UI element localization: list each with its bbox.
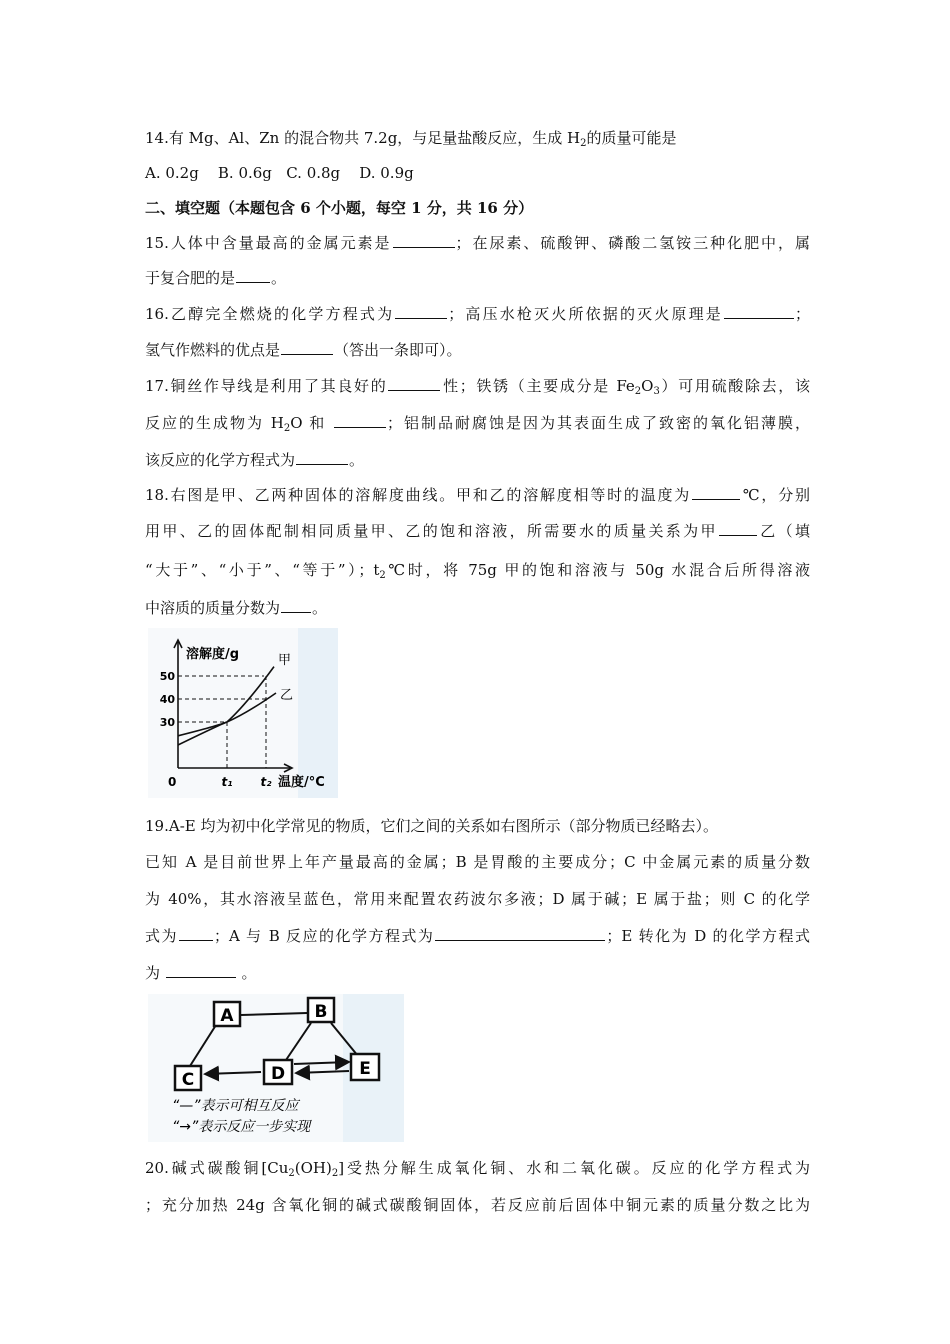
q18-blank-1 xyxy=(692,485,740,500)
q19-line5: 为 。 xyxy=(145,964,257,982)
y-axis-label: 溶解度/g xyxy=(186,647,240,662)
q19-blank-2 xyxy=(435,926,605,941)
node-c xyxy=(175,1066,201,1090)
q19-line2: 已知 A 是目前世界上年产量最高的金属；B 是胃酸的主要成分；C 中金属元素的质量分数 xyxy=(145,853,810,871)
origin-label: 0 xyxy=(168,775,177,789)
node-e-label: E xyxy=(359,1059,371,1079)
q17-line2: 反应的生成物为 $H_2O$ 和 ；铝制品耐腐蚀是因为其表面生成了致密的氧化铝薄膜， xyxy=(145,414,810,434)
relationship-diagram xyxy=(148,994,404,1142)
series-jia-label: 甲 xyxy=(278,653,292,668)
node-b-label: B xyxy=(314,1002,328,1022)
q18-blank-3 xyxy=(281,598,311,613)
q18-blank-2 xyxy=(719,521,757,536)
solubility-chart xyxy=(148,628,338,798)
q19-line4: 式为 ；A 与 B 反应的化学方程式为 ；E 转化为 D 的化学方程式 xyxy=(145,927,810,945)
q18-line3: “大于”、“小于”、“等于”）；$t_2℃$时，将 75g 甲的饱和溶液与 50g 水混合后所得溶液 xyxy=(145,561,811,581)
node-a xyxy=(214,1002,240,1026)
q19-blank-1 xyxy=(179,926,213,941)
section-title: 二、填空题（本题包含 6 个小题，每空 1 分，共 16 分） xyxy=(145,199,534,217)
series-yi-label: 乙 xyxy=(280,688,294,703)
legend-line-2: “→”表示反应一步实现 xyxy=(172,1119,311,1135)
q17-line3: 该反应的化学方程式为 。 xyxy=(145,451,365,469)
chart-scan-shade xyxy=(298,628,338,798)
q17-blank-2 xyxy=(334,413,386,428)
q18-line2: 用甲、乙的固体配制相同质量甲、乙的饱和溶液，所需要水的质量关系为甲 乙（填 xyxy=(145,522,810,540)
node-d xyxy=(264,1060,292,1084)
q16-line2: 氢气作燃料的优点是 （答出一条即可）。 xyxy=(145,341,462,359)
q16-blank-2 xyxy=(724,304,794,319)
q19-blank-3 xyxy=(166,963,236,978)
q14-stem: 14.有 Mg、Al、Zn 的混合物共 7.2g，与足量盐酸反应，生成 $H_2$的质量可能是 xyxy=(145,129,677,149)
q18-line4: 中溶质的质量分数为 。 xyxy=(145,599,328,617)
q16-blank-3 xyxy=(281,340,333,355)
q15-blank-2 xyxy=(236,268,270,283)
q20-line1: 20.碱式碳酸铜$[Cu_2(OH)_2]$受热分解生成氧化铜、水和二氧化碳。反应的化学方程式为 xyxy=(145,1159,810,1179)
node-c-label: C xyxy=(181,1070,195,1090)
q16-line1: 16.乙醇完全燃烧的化学方程式为 ；高压水枪灭火所依据的灭火原理是 ； xyxy=(145,305,810,323)
q17-blank-1 xyxy=(388,376,440,391)
q16-blank-1 xyxy=(395,304,447,319)
node-b xyxy=(308,998,334,1022)
y-tick-label: 30 xyxy=(159,716,175,729)
q19-line3: 为 40%，其水溶液呈蓝色，常用来配置农药波尔多液；D 属于碱；E 属于盐；则 C 的化学 xyxy=(145,890,810,908)
q15-line1: 15.人体中含量最高的金属元素是 ；在尿素、硫酸钾、磷酸二氢铵三种化肥中，属 xyxy=(145,234,810,252)
legend-line-1: “—”表示可相互反应 xyxy=(172,1098,299,1114)
q14-options: A. 0.2g B. 0.6g C. 0.8g D. 0.9g xyxy=(145,164,414,182)
x-axis-label: 温度/°C xyxy=(278,775,325,790)
node-d-label: D xyxy=(270,1064,286,1084)
q15-blank-1 xyxy=(393,233,455,248)
node-e xyxy=(351,1054,379,1080)
y-tick-label: 40 xyxy=(159,693,175,706)
q15-line2: 于复合肥的是 。 xyxy=(145,269,287,287)
q17-blank-3 xyxy=(296,450,348,465)
q17-line1: 17.铜丝作导线是利用了其良好的 性；铁锈（主要成分是 $Fe_2O_3$）可用硫酸除去，该 xyxy=(145,377,810,397)
q20-line2: ；充分加热 24g 含氧化铜的碱式碳酸铜固体，若反应前后固体中铜元素的质量分数之比为 xyxy=(145,1196,810,1214)
q19-line1: 19.A-E 均为初中化学常见的物质，它们之间的关系如右图所示（部分物质已经略去）。 xyxy=(145,817,718,835)
node-a-label: A xyxy=(220,1006,234,1026)
x-tick-label: t₁ xyxy=(221,775,233,789)
y-tick-label: 50 xyxy=(159,670,175,683)
q18-line1: 18.右图是甲、乙两种固体的溶解度曲线。甲和乙的溶解度相等时的温度为 ℃，分别 xyxy=(145,486,811,504)
x-tick-label: t₂ xyxy=(260,775,272,789)
